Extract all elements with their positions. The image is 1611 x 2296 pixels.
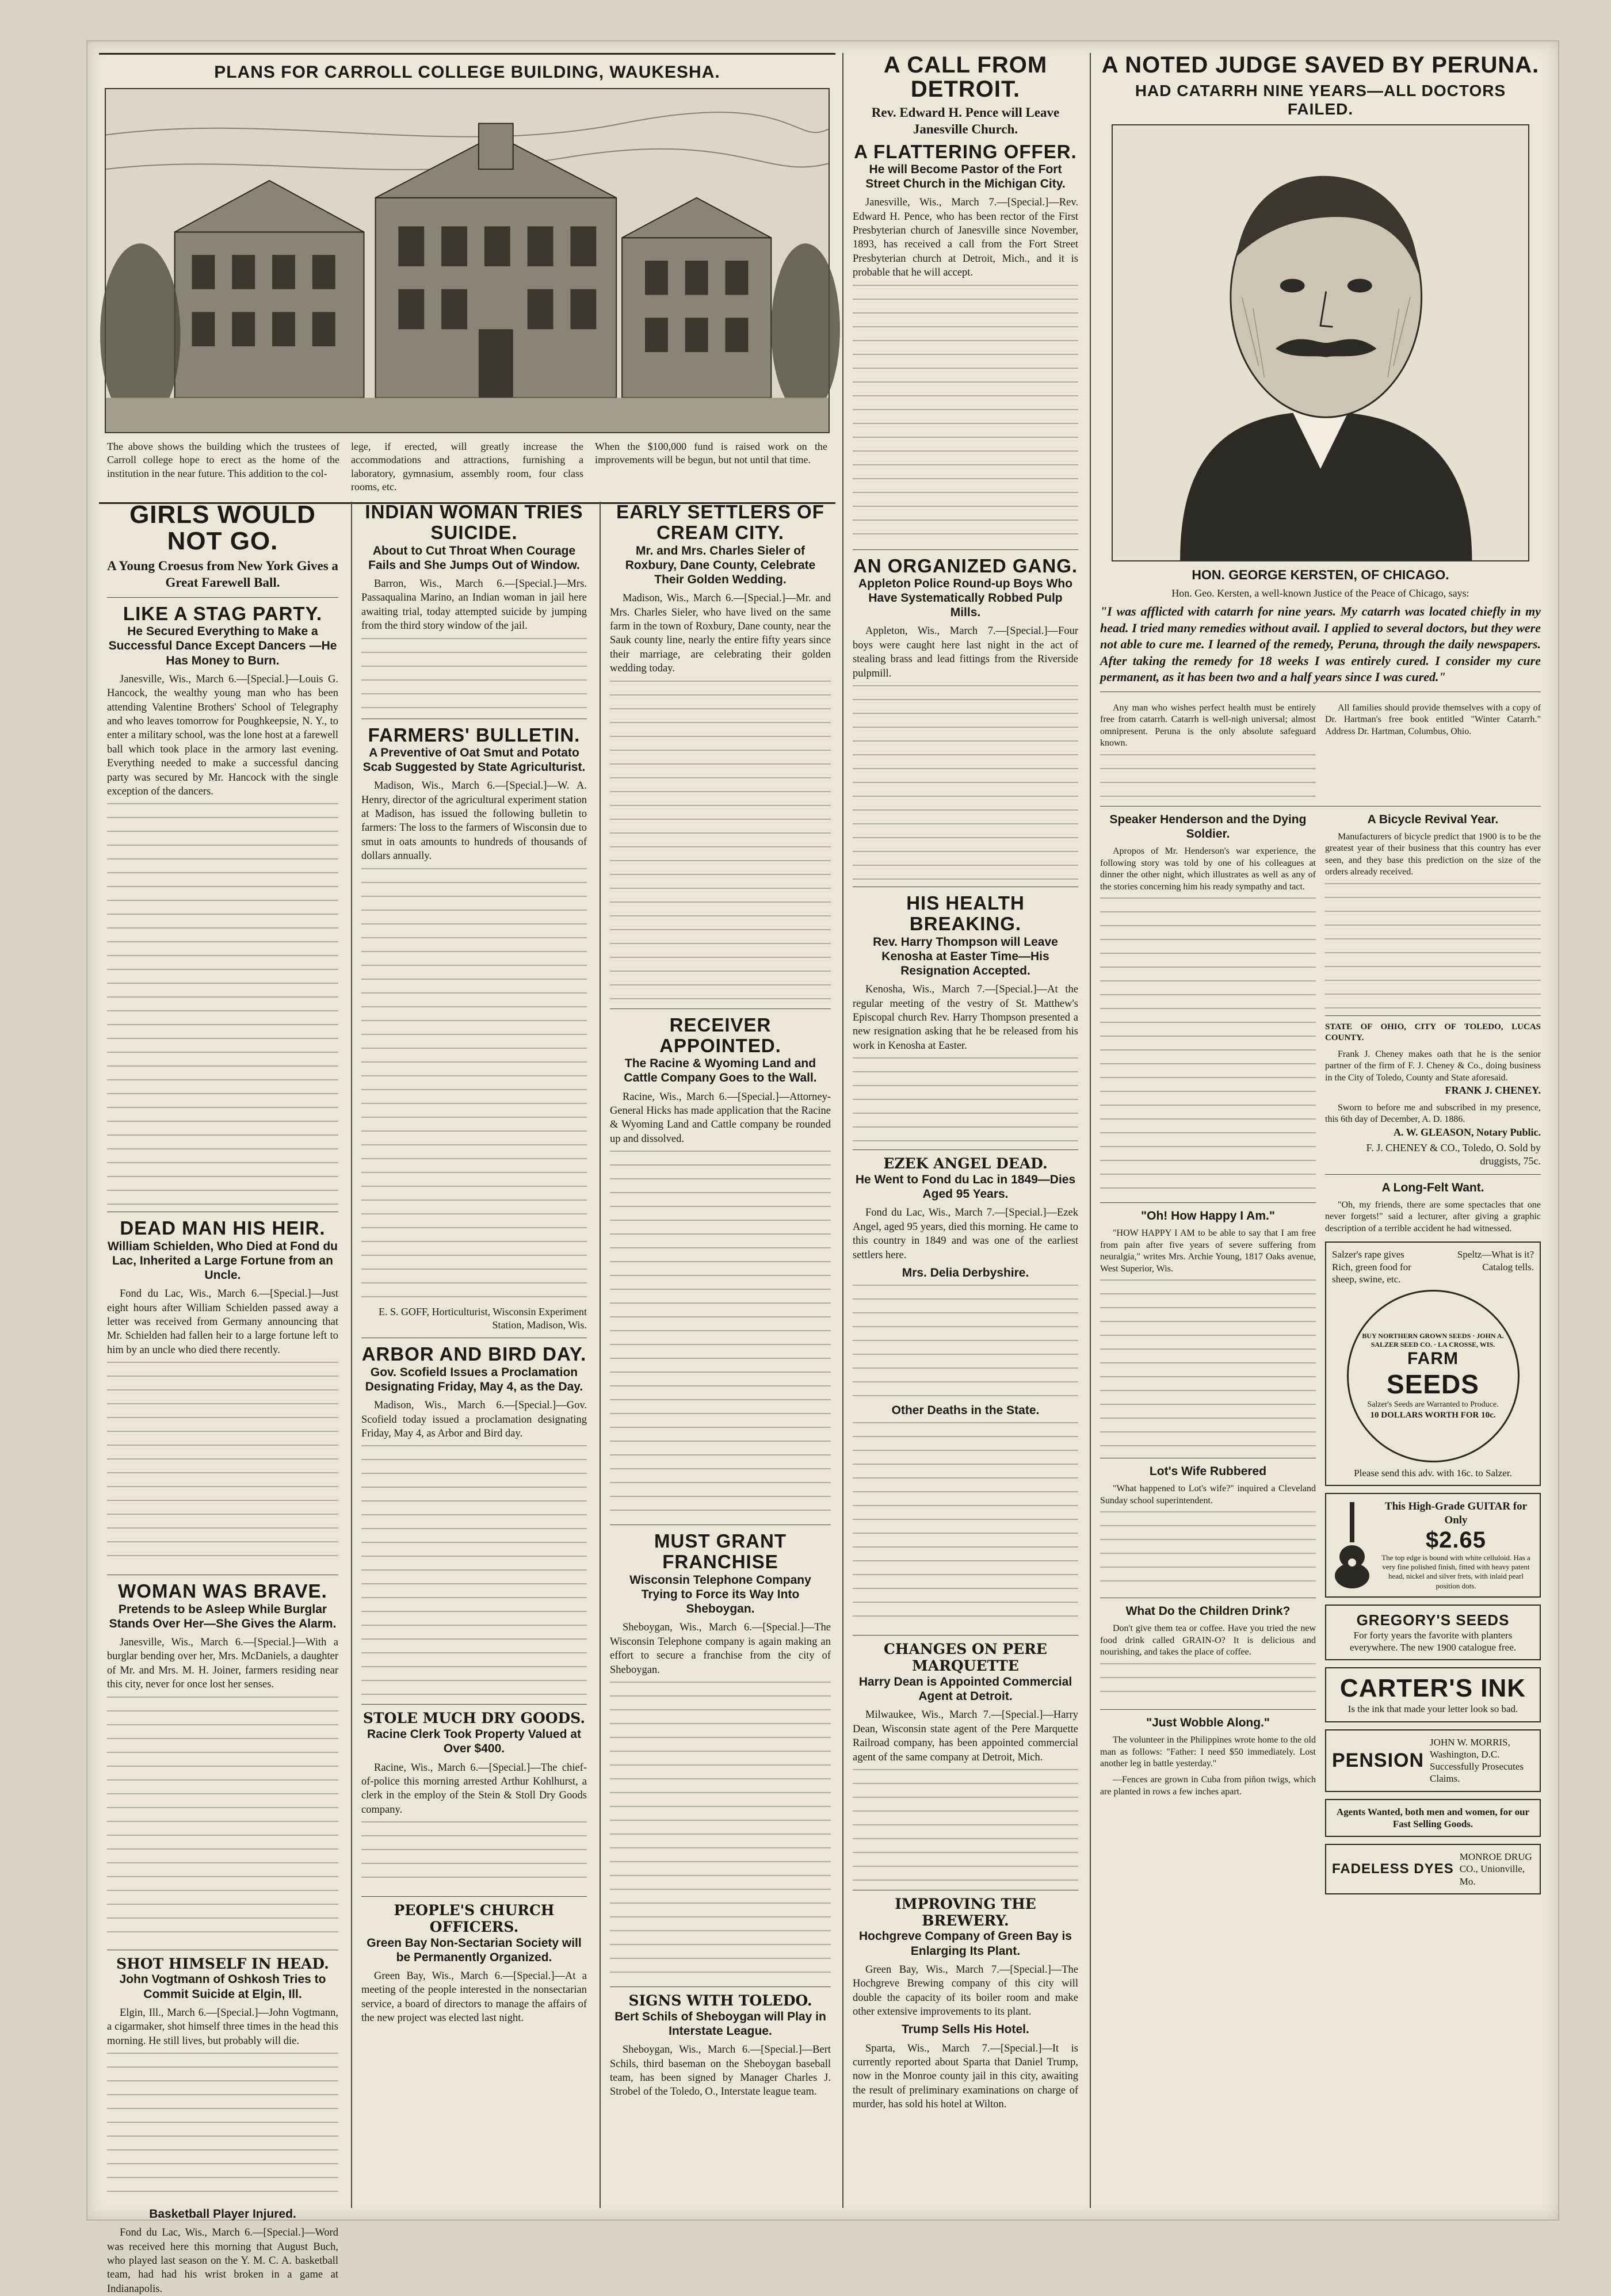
indian-woman-body-continued <box>361 638 587 713</box>
trump-body: Sparta, Wis., March 7.—[Special.]—It is currently reported about Sparta that Daniel Trump, now in the Monroe county jail in this city, awaiting the result of preliminary examinations on charge of murder, has sold his hotel at Wilton. <box>853 2042 1078 2111</box>
agents-ad <box>1325 1799 1541 1837</box>
column-1 <box>99 501 346 2295</box>
girls-sub-2: He Secured Everything to Make a Successful Dance Except Dancers —He Has Money to Burn. <box>108 625 337 667</box>
ezek-sub: He Went to Fond du Lac in 1849—Dies Aged 95 Years. <box>855 1173 1076 1201</box>
salzer-ring-text: BUY NORTHERN GROWN SEEDS · JOHN A. SALZER SEED CO. · LA CROSSE, WIS. <box>1362 1332 1504 1349</box>
carters-text: Is the ink that made your letter look so bad. <box>1347 1703 1518 1715</box>
health-sub: Rev. Harry Thompson will Leave Kenosha at Easter Time—His Resignation Accepted. <box>873 935 1058 978</box>
speaker-body: Apropos of Mr. Henderson's war experience, the following story was told by one of his colleagues at dinner the other night, which illustrates as well as any of the stories concerning him his ready sympathy and tact. <box>1100 846 1316 892</box>
farmers-signature: E. S. GOFF, Horticulturist, Wisconsin Experiment Station, Madison, Wis. <box>379 1305 587 1331</box>
pension-text: JOHN W. MORRIS, Washington, D.C. Successfully Prosecutes Claims. <box>1430 1736 1524 1785</box>
dyes-text: MONROE DRUG CO., Unionville, Mo. <box>1459 1851 1532 1887</box>
brewery-body: Green Bay, Wis., March 7.—[Special.]—The Hochgreve Brewing company of this city will double the capacity of its boiler room and make other extensive improvements to its plant. <box>853 1963 1078 2018</box>
franchise-headline: MUST GRANT FRANCHISE <box>654 1530 787 1573</box>
gregory-ad <box>1325 1604 1541 1661</box>
pere-sub: Harry Dean is Appointed Commercial Agent at Detroit. <box>858 1675 1072 1703</box>
peruna-body-left-continued <box>1100 754 1316 800</box>
health-body: Kenosha, Wis., March 7.—[Special.]—At the regular meeting of the vestry of St. Matthew's Episcopal church Rev. Harry Thompson presented a new resignation asking that he be released from his work in Kenosha at Easter. <box>853 984 1078 1052</box>
column-2 <box>353 502 595 2208</box>
peruna-body-left-col <box>1100 698 1316 800</box>
girls-body: Janesville, Wis., March 6.—[Special.]—Louis G. Hancock, the wealthy young man who has been attending Valentine Brothers' School of Telegraphy and who leaves tomorrow for Poughkeepsie, N. Y., to enter a military school, was the lone host at a farewell ball which took place in the armory last evening. Everything needed to make a successful dancing party was secured by Mr. Hancock with the single exception of the dancers. <box>107 673 338 797</box>
salzer-speltz-text: Speltz—What is it? Catalog tells. <box>1457 1249 1534 1273</box>
detroit-body: Janesville, Wis., March 7.—[Special.]—Rev. Edward H. Pence, who has been rector of the First Presbyterian church of Janesville since November, 1893, has received a call from the Fort Street Presbyterian church at Detroit, Mich., and it is probable that he will accept. <box>853 197 1078 279</box>
dry-goods-headline: STOLE MUCH DRY GOODS. <box>362 1710 586 1727</box>
arbor-body-continued <box>361 1445 587 1698</box>
guitar-icon <box>1332 1502 1372 1588</box>
seeds-text: SEEDS <box>1387 1369 1479 1400</box>
carroll-college-illustration <box>105 88 830 433</box>
right-subcolumn-b <box>1325 812 1541 1894</box>
children-drink-body-continued <box>1100 1663 1316 1703</box>
kersten-portrait <box>1112 124 1529 561</box>
salzer-seeds-ad <box>1325 1241 1541 1486</box>
farmers-body-continued <box>361 868 587 1305</box>
ten-dollars-text: 10 DOLLARS WORTH FOR 10c. <box>1370 1410 1496 1420</box>
pension-title: PENSION <box>1332 1749 1425 1771</box>
basketball-sub: Basketball Player Injured. <box>149 2207 296 2221</box>
brewery-sub: Hochgreve Company of Green Bay is Enlarging Its Plant. <box>859 1930 1072 1958</box>
peoples-church-headline: PEOPLE'S CHURCH OFFICERS. <box>394 1902 555 1935</box>
pere-headline: CHANGES ON PERE MARQUETTE <box>884 1641 1047 1675</box>
guitar-ad-text <box>1378 1500 1534 1591</box>
dyes-title: FADELESS DYES <box>1332 1861 1454 1877</box>
peruna-sub: HAD CATARRH NINE YEARS—ALL DOCTORS FAILED. <box>1135 82 1506 118</box>
farmers-headline: FARMERS' BULLETIN. <box>368 724 581 746</box>
arbor-headline: ARBOR AND BIRD DAY. <box>361 1343 587 1365</box>
detroit-sub: Rev. Edward H. Pence will Leave Janesville Church. <box>871 105 1060 136</box>
settlers-headline: EARLY SETTLERS OF CREAM CITY. <box>616 501 824 544</box>
lower-right-columns <box>1100 812 1541 1894</box>
wobble-body: The volunteer in the Philippines wrote home to the old man as follows: "Father: I need $50 immediately. Lost another leg in battle yesterday." <box>1100 1735 1316 1768</box>
bicycle-body-continued <box>1325 883 1541 1010</box>
receiver-sub: The Racine & Wyoming Land and Cattle Company Goes to the Wall. <box>624 1057 817 1085</box>
dry-goods-sub: Racine Clerk Took Property Valued at Over $400. <box>367 1728 581 1756</box>
detroit-body-continued <box>853 285 1078 544</box>
toledo-body: Sheboygan, Wis., March 6.—[Special.]—Bert Schils, third baseman on the Sheboygan baseball team, has been signed by Manager Charles J. Strobel of the Toledo, O., Interstate league team. <box>610 2044 831 2098</box>
carters-title: CARTER'S INK <box>1339 1674 1526 1703</box>
girls-sub: A Young Croesus from New York Gives a Great Farewell Ball. <box>107 559 338 590</box>
portrait-caption: HON. GEORGE KERSTEN, OF CHICAGO. <box>1192 567 1449 582</box>
shot-himself-body-continued <box>107 2053 338 2202</box>
bicycle-headline: A Bicycle Revival Year. <box>1367 812 1499 826</box>
gregory-title: GREGORY'S SEEDS <box>1356 1611 1510 1629</box>
salzer-seal <box>1347 1290 1520 1462</box>
salzer-rape-text: Salzer's rape gives Rich, green food for sheep, swine, etc. <box>1332 1249 1411 1285</box>
woman-brave-sub: Pretends to be Asleep While Burglar Stands Over Her—She Gives the Alarm. <box>109 1602 337 1630</box>
arbor-body: Madison, Wis., March 6.—[Special.]—Gov. Scofield today issued a proclamation designating Friday, May 4, as Arbor and Bird day. <box>361 1400 587 1439</box>
agents-text: Agents Wanted, both men and women, for our Fast Selling Goods. <box>1336 1806 1530 1829</box>
column-rule <box>1090 53 1091 2208</box>
cheney-sworn: Sworn to before me and subscribed in my presence, this 6th day of December, A. D. 1886. <box>1325 1102 1541 1125</box>
derbyshire-body <box>853 1285 1078 1400</box>
right-subcolumn-a <box>1100 812 1316 1894</box>
toledo-headline: SIGNS WITH TOLEDO. <box>628 1992 812 2009</box>
pere-body-continued <box>853 1769 1078 1884</box>
peoples-church-body: Green Bay, Wis., March 6.—[Special.]—At a meeting of the people interested in the nonsectarian service, a board of directors to manage the affairs of the new project was elected last night. <box>361 1970 587 2024</box>
wobble-headline: "Just Wobble Along." <box>1146 1716 1270 1729</box>
peruna-quote: "I was afflicted with catarrh for nine years. My catarrh was located chiefly in my head. I tried many remedies without avail. I applied to several doctors, but they were not able to cure me. I learned of the remedy, Peruna, through the daily newspapers. After taking the remedy for 18 weeks I was entirely cured. I consider my cure permanent, as it has been two and a half years since I was cured." <box>1100 603 1541 685</box>
girls-headline: GIRLS WOULD NOT GO. <box>129 501 316 556</box>
carroll-caption-3: When the $100,000 fund is raised work on the improvements will be begun, but not until that time. <box>595 441 827 466</box>
detroit-sub-2: He will Become Pastor of the Fort Street Church in the Michigan City. <box>865 162 1066 190</box>
ezek-headline: EZEK ANGEL DEAD. <box>883 1155 1048 1172</box>
notary-signature: A. W. GLEASON, Notary Public. <box>1393 1126 1541 1138</box>
settlers-body: Madison, Wis., March 6.—[Special.]—Mr. and Mrs. Charles Sieler, who have lived on the same farm in the town of Roxbury, Dane county, near the Sauk county line, nearly the entire fifty years since their marriage, are celebrating their golden wedding today. <box>610 593 831 675</box>
pere-body: Milwaukee, Wis., March 7.—[Special.]—Harry Dean, Wisconsin state agent of the Pere Marquette Railroad company, has been appointed commercial agent of the same company at Detroit, Mich. <box>853 1709 1078 1763</box>
salzer-bottom-text: Please send this adv. with 16c. to Salzer. <box>1354 1468 1512 1479</box>
detroit-headline: A CALL FROM DETROIT. <box>883 52 1048 102</box>
college-building-drawing <box>106 89 829 432</box>
column-4 <box>845 53 1086 2208</box>
trump-sub: Trump Sells His Hotel. <box>902 2023 1029 2037</box>
woman-brave-body: Janesville, Wis., March 6.—[Special.]—With a burglar bending over her, Mrs. McDaniels, a daughter of Mr. and Mrs. M. H. Joiner, farmers residing near this city, never for once lost her senses. <box>107 1636 338 1691</box>
gang-body-continued <box>853 685 1078 881</box>
shot-himself-headline: SHOT HIMSELF IN HEAD. <box>116 1955 329 1972</box>
dead-man-body-continued <box>107 1362 338 1569</box>
franchise-sub: Wisconsin Telephone Company Trying to Force its Way Into Sheboygan. <box>629 1573 811 1616</box>
dry-goods-body: Racine, Wis., March 6.—[Special.]—The chief-of-police this morning arrested Arthur Kohlhurst, a clerk in the employ of the Stein & Stoll Dry Goods company. <box>361 1762 587 1816</box>
guitar-price: $2.65 <box>1425 1527 1487 1553</box>
detroit-headline-2: A FLATTERING OFFER. <box>854 140 1077 162</box>
other-deaths-sub: Other Deaths in the State. <box>891 1404 1040 1418</box>
dyes-ad <box>1325 1844 1541 1894</box>
franchise-body-continued <box>610 1682 831 1981</box>
peruna-headline: A NOTED JUDGE SAVED BY PERUNA. <box>1101 52 1540 78</box>
cheney-signature: FRANK J. CHENEY. <box>1445 1084 1541 1097</box>
settlers-body-continued <box>610 681 831 1003</box>
guitar-title: This High-Grade GUITAR for Only <box>1384 1500 1528 1527</box>
indian-woman-headline: INDIAN WOMAN TRIES SUICIDE. <box>365 501 583 544</box>
gang-body: Appleton, Wis., March 7.—[Special.]—Four boys were caught here last night in the act of stealing brass and lead fittings from the Riverside pulpmill. <box>853 625 1078 679</box>
derbyshire-sub: Mrs. Delia Derbyshire. <box>902 1266 1029 1280</box>
lots-wife-headline: Lot's Wife Rubbered <box>1149 1465 1267 1479</box>
gang-headline: AN ORGANIZED GANG. <box>853 555 1078 576</box>
speaker-body-continued <box>1100 897 1316 1197</box>
seeds-tagline: Salzer's Seeds are Warranted to Produce. <box>1367 1400 1499 1409</box>
long-felt-body: "Oh, my friends, there are some spectacles that one never forgets!" said a lecturer, after giving a graphic description of a terrible accident he had witnessed. <box>1325 1199 1541 1233</box>
dead-man-headline: DEAD MAN HIS HEIR. <box>120 1217 326 1239</box>
wobble-footer: —Fences are grown in Cuba from piñon twigs, which are planted in rows a few inches apart. <box>1100 1775 1316 1797</box>
happy-body: "HOW HAPPY I AM to be able to say that I am free from pain after five years of severe suffering from neuralgia," writes Mrs. Archie Young, 1817 Oaks avenue, West Superior, Wis. <box>1100 1228 1316 1274</box>
peruna-body-row <box>1100 698 1541 800</box>
column-rule <box>600 502 601 2208</box>
page-title: PLANS FOR CARROLL COLLEGE BUILDING, WAUKESHA. <box>214 63 720 82</box>
health-body-continued <box>853 1057 1078 1144</box>
salzer-top-row <box>1332 1248 1534 1285</box>
ezek-body: Fond du Lac, Wis., March 7.—[Special.]—Ezek Angel, aged 95 years, died this morning. He came to this country in 1849 and was one of the earliest settlers here. <box>853 1207 1078 1261</box>
farmers-body: Madison, Wis., March 6.—[Special.]—W. A. Henry, director of the agricultural experiment station at Madison, has issued the following bulletin to farmers: The loss to the farmers of Wisconsin due to smut in oats amounts to hundreds of thousands of dollars annually. <box>361 780 587 862</box>
toledo-sub: Bert Schils of Sheboygan will Play in Interstate League. <box>614 2010 826 2038</box>
settlers-sub: Mr. and Mrs. Charles Sieler of Roxbury, Dane County, Celebrate Their Golden Wedding. <box>625 544 816 586</box>
peruna-body-right: All families should provide themselves with a copy of Dr. Hartman's free book entitled "Winter Catarrh." Address Dr. Hartman, Columbus, Ohio. <box>1325 702 1541 736</box>
gang-sub: Appleton Police Round-up Boys Who Have Systematically Robbed Pulp Mills. <box>858 576 1073 620</box>
girls-body-continued <box>107 803 338 1206</box>
receiver-headline: RECEIVER APPOINTED. <box>659 1014 781 1056</box>
girls-headline-2: LIKE A STAG PARTY. <box>123 602 323 624</box>
children-drink-body: Don't give them tea or coffee. Have you tried the new food drink called GRAIN-O? It is delicious and nourishing, and takes the place of coffee. <box>1100 1623 1316 1657</box>
basketball-body: Fond du Lac, Wis., March 6.—[Special.]—Word was received here this morning that August Buch, who played last season on the Y. M. C. A. basketball team, had had his wrist broken in a game at Indianapolis. <box>107 2227 338 2295</box>
speaker-headline: Speaker Henderson and the Dying Soldier. <box>1109 812 1307 841</box>
carroll-caption-row <box>107 440 827 494</box>
portrait-drawing <box>1113 125 1528 560</box>
carroll-caption-2: lege, if erected, will greatly increase the accommodations and attractions, furnishing a laboratory, gymnasium, assembly room, four class rooms, etc. <box>351 441 583 493</box>
column-rule <box>842 53 843 2208</box>
franchise-body: Sheboygan, Wis., March 6.—[Special.]—The Wisconsin Telephone company is again making an effort to secure a franchise from the city of Sheboygan. <box>610 1622 831 1676</box>
column-3 <box>602 502 839 2208</box>
receiver-body: Racine, Wis., March 6.—[Special.]—Attorney-General Hicks has made application that the Racine & Wyoming Land and Cattle company be rounded up and dissolved. <box>610 1091 831 1145</box>
lots-wife-body-continued <box>1100 1511 1316 1592</box>
newspaper-page <box>86 40 1559 2295</box>
bicycle-body: Manufacturers of bicycle predict that 1900 is to be the greatest year of their business that this country has ever seen, and they base this prediction on the size of the orders already received. <box>1325 832 1541 877</box>
lots-wife-body: "What happened to Lot's wife?" inquired a Cleveland Sunday school superintendent. <box>1100 1484 1316 1506</box>
right-section <box>1092 53 1549 2208</box>
cheney-footer: F. J. CHENEY & CO., Toledo, O. Sold by druggists, 75c. <box>1366 1142 1541 1167</box>
indian-woman-sub: About to Cut Throat When Courage Fails and She Jumps Out of Window. <box>368 544 580 572</box>
receiver-body-continued <box>610 1151 831 1519</box>
column-rule <box>351 502 352 2208</box>
carters-ink-ad <box>1325 1667 1541 1722</box>
peruna-body-right-col <box>1325 698 1541 800</box>
happy-headline: "Oh! How Happy I Am." <box>1141 1209 1275 1223</box>
indian-woman-body: Barron, Wis., March 6.—[Special.]—Mrs. Passaqualina Marino, an Indian woman in jail here awaiting trial, today attempted suicide by jumping from the third story window of the jail. <box>361 578 587 632</box>
dry-goods-body-continued <box>361 1821 587 1890</box>
farm-text: FARM <box>1407 1349 1459 1369</box>
shot-himself-sub: John Vogtmann of Oshkosh Tries to Commit Suicide at Elgin, Ill. <box>119 1973 326 2001</box>
guitar-desc: The top edge is bound with white celluloid. Has a very fine polished finish, fitted with heavy patent head, nickel and silver frets, with inlaid pearl position dots. <box>1381 1553 1530 1590</box>
peruna-intro: Hon. Geo. Kersten, a well-known Justice of the Peace of Chicago, says: <box>1171 587 1469 599</box>
children-drink-headline: What Do the Children Drink? <box>1125 1604 1291 1618</box>
carroll-caption-1: The above shows the building which the trustees of Carroll college hope to erect as the home of the institution in the near future. This addition to the col- <box>107 441 339 479</box>
woman-brave-body-continued <box>107 1697 338 1944</box>
dead-man-body: Fond du Lac, Wis., March 6.—[Special.]—Just eight hours after William Schielden passed away a letter was received from Germany announcing that Mr. Schielden had fallen heir to a large fortune left to him by an uncle who died there recently. <box>107 1288 338 1356</box>
peoples-church-sub: Green Bay Non-Sectarian Society will be Permanently Organized. <box>367 1936 582 1964</box>
happy-body-continued <box>1100 1279 1316 1452</box>
cheney-state: STATE OF OHIO, CITY OF TOLEDO, LUCAS COUNTY. <box>1325 1022 1541 1043</box>
health-headline: HIS HEALTH BREAKING. <box>906 892 1025 935</box>
peruna-body-left: Any man who wishes perfect health must be entirely free from catarrh. Catarrh is well-nigh universal; almost omnipresent. Peruna is the only absolute safeguard known. <box>1100 702 1316 748</box>
brewery-headline: IMPROVING THE BREWERY. <box>895 1895 1036 1929</box>
farmers-sub: A Preventive of Oat Smut and Potato Scab Suggested by State Agriculturist. <box>362 746 586 774</box>
dead-man-sub: William Schielden, Who Died at Fond du Lac, Inherited a Large Fortune from an Uncle. <box>108 1239 338 1282</box>
guitar-ad <box>1325 1493 1541 1598</box>
shot-himself-body: Elgin, Ill., March 6.—[Special.]—John Vogtmann, a cigarmaker, shot himself three times in the head this morning. He still lives, but probably will die. <box>107 2007 338 2047</box>
woman-brave-headline: WOMAN WAS BRAVE. <box>118 1580 327 1602</box>
pension-ad <box>1325 1729 1541 1792</box>
gregory-text: For forty years the favorite with planters everywhere. The new 1900 catalogue free. <box>1349 1629 1517 1653</box>
cheney-body: Frank J. Cheney makes oath that he is the senior partner of the firm of F. J. Cheney & Co., doing business in the City of Toledo, County and State aforesaid. <box>1325 1049 1541 1083</box>
other-deaths-body <box>853 1422 1078 1629</box>
arbor-sub: Gov. Scofield Issues a Proclamation Designating Friday, May 4, as the Day. <box>365 1365 583 1393</box>
long-felt-headline: A Long-Felt Want. <box>1381 1181 1484 1194</box>
